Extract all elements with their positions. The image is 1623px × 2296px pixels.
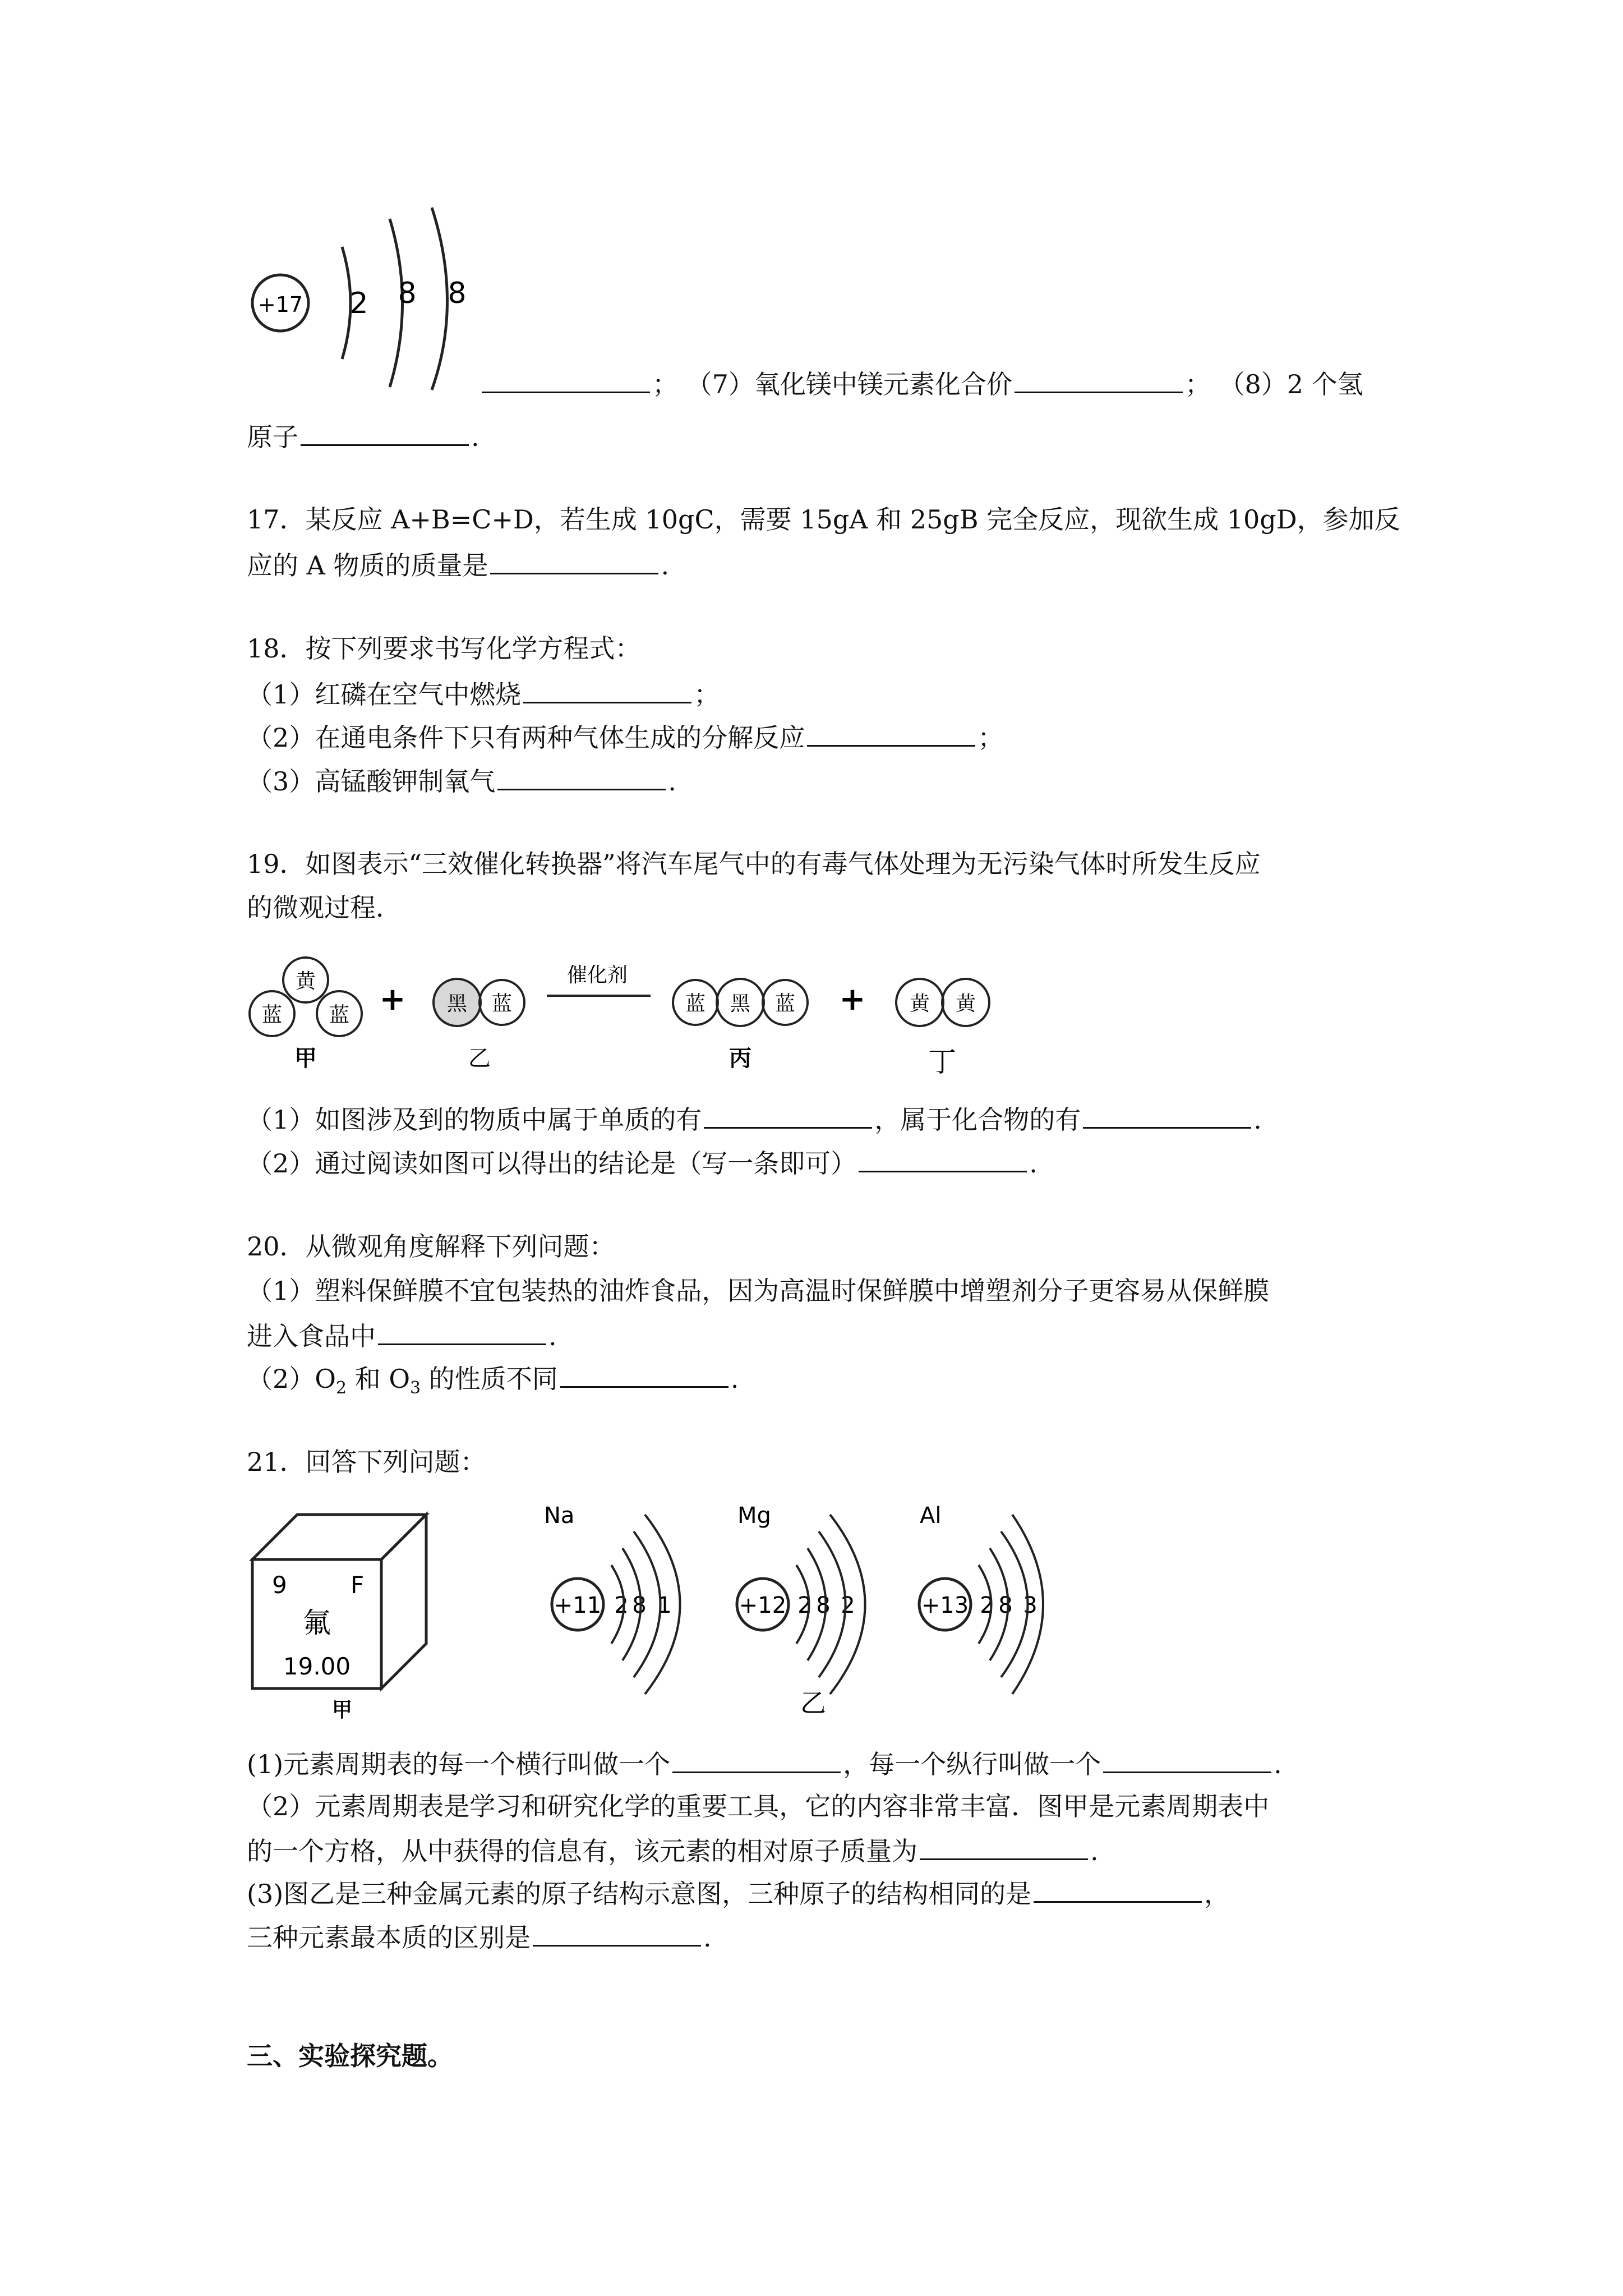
mg-shell-3: 2 xyxy=(841,1593,855,1618)
mg-shell-2: 8 xyxy=(816,1593,831,1618)
ding-atom-yellow-2: 黄 xyxy=(955,992,976,1015)
q16-blank-6[interactable] xyxy=(482,366,650,393)
atoms-caption: 乙 xyxy=(800,1688,826,1717)
q19-blank-3[interactable] xyxy=(859,1145,1027,1172)
q21-blank-1[interactable] xyxy=(672,1746,841,1773)
cl-shell-1: 2 xyxy=(349,287,368,320)
name-yi: 乙 xyxy=(468,1046,491,1071)
plus-2: + xyxy=(839,981,866,1018)
cl-shell-3: 8 xyxy=(448,277,467,310)
element-symbol: F xyxy=(351,1571,365,1599)
al-shell-3: 3 xyxy=(1023,1593,1038,1618)
fluorine-element-box xyxy=(247,1509,437,1722)
q16-blank-8[interactable] xyxy=(301,418,469,446)
bing-atom-blue-2: 蓝 xyxy=(774,992,796,1015)
q17-line1: 17．某反应 A+B=C+D，若生成 10gC，需要 15gA 和 25gB 完全反应，现欲生成 10gD，参加反 xyxy=(247,504,1400,535)
q20-q1-line1: （1）塑料保鲜膜不宜包装热的油炸食品，因为高温时保鲜膜中增塑剂分子更容易从保鲜膜 xyxy=(247,1276,1270,1306)
cl-shell-2: 8 xyxy=(398,277,417,310)
q19-q2: （2）通过阅读如图可以得出的结论是（写一条即可） . xyxy=(247,1145,1038,1180)
q21-q2-line1: （2）元素周期表是学习和研究化学的重要工具，它的内容非常丰富．图甲是元素周期表中 xyxy=(247,1791,1270,1821)
q16-line2: 原子 . xyxy=(247,418,479,454)
na-shell-1: 2 xyxy=(614,1593,629,1618)
mg-symbol: Mg xyxy=(737,1503,771,1529)
na-shell-3: 1 xyxy=(657,1593,672,1618)
catalytic-reaction-diagram xyxy=(247,951,1021,1091)
q21-blank-4[interactable] xyxy=(1034,1875,1202,1903)
name-bing: 丙 xyxy=(729,1046,751,1071)
q19-blank-2[interactable] xyxy=(1083,1101,1251,1129)
mg-shell-1: 2 xyxy=(797,1593,812,1618)
q21-blank-3[interactable] xyxy=(920,1833,1088,1860)
jia-atom-yellow: 黄 xyxy=(295,970,316,993)
element-mass: 19.00 xyxy=(283,1653,351,1680)
bing-atom-black: 黑 xyxy=(730,992,751,1015)
q20-title: 20．从微观角度解释下列问题： xyxy=(247,1231,615,1262)
q19-blank-1[interactable] xyxy=(704,1101,872,1129)
bing-atom-blue-1: 蓝 xyxy=(685,992,706,1015)
al-symbol: Al xyxy=(920,1503,942,1529)
q20-q2: $(2)O_2$ 和 $O_3$ 的性质不同 . xyxy=(247,1360,739,1396)
q18-item-2: （2）在通电条件下只有两种气体生成的分解反应 ； xyxy=(247,719,1003,754)
jia-atom-blue-1: 蓝 xyxy=(261,1004,283,1027)
q18-blank-2[interactable] xyxy=(807,719,975,747)
plus-1: + xyxy=(379,981,406,1018)
q18-title: 18．按下列要求书写化学方程式： xyxy=(247,633,641,664)
q21-q2-line2: 的一个方格，从中获得的信息有，该元素的相对原子质量为 . xyxy=(247,1833,1099,1868)
q19-line1: 19．如图表示“三效催化转换器”将汽车尾气中的有毒气体处理为无污染气体时所发生反应 xyxy=(247,849,1261,879)
al-shell-1: 2 xyxy=(980,1593,994,1618)
q21-q3-line2: 三种元素最本质的区别是 . xyxy=(247,1919,712,1954)
yi-atom-black: 黑 xyxy=(446,992,468,1015)
al-nucleus: +13 xyxy=(921,1593,969,1618)
chlorine-atom-structure-diagram xyxy=(241,202,499,393)
al-shell-2: 8 xyxy=(998,1593,1013,1618)
na-nucleus: +11 xyxy=(554,1593,602,1618)
section-3-heading: 三、实验探究题。 xyxy=(247,2041,453,2071)
ding-atom-yellow-1: 黄 xyxy=(909,992,930,1015)
q21-blank-5[interactable] xyxy=(533,1919,701,1947)
q16-line1: ； （7）氧化镁中镁元素化合价 ； （8）2 个氢 xyxy=(479,366,1363,401)
q20-blank-1[interactable] xyxy=(378,1318,546,1345)
q18-item-1: （1）红磷在空气中燃烧 ； xyxy=(247,676,720,711)
catalyst-label: 催化剂 xyxy=(566,964,628,987)
na-symbol: Na xyxy=(544,1503,575,1529)
name-jia: 甲 xyxy=(294,1046,317,1071)
yi-atom-blue: 蓝 xyxy=(491,992,513,1015)
element-box-caption: 甲 xyxy=(331,1699,353,1722)
q20-blank-2[interactable] xyxy=(560,1360,728,1388)
q18-blank-1[interactable] xyxy=(523,676,691,703)
q20-q1-line2: 进入食品中 . xyxy=(247,1318,557,1353)
q19-line2: 的微观过程． xyxy=(247,892,402,923)
q17-blank[interactable] xyxy=(490,547,658,574)
q19-q1: （1）如图涉及到的物质中属于单质的有 ，属于化合物的有 . xyxy=(247,1101,1262,1137)
q17-line2: 应的 A 物质的质量是 . xyxy=(247,547,669,582)
q16-blank-7[interactable] xyxy=(1015,366,1183,393)
q21-q1: (1)元素周期表的每一个横行叫做一个 ，每一个纵行叫做一个 . xyxy=(247,1746,1282,1781)
q21-blank-2[interactable] xyxy=(1103,1746,1271,1773)
metal-atom-structures xyxy=(527,1492,1077,1717)
jia-atom-blue-2: 蓝 xyxy=(329,1004,350,1027)
q21-title: 21．回答下列问题： xyxy=(247,1447,486,1477)
cl-nucleus-label: +17 xyxy=(257,292,303,317)
element-number: 9 xyxy=(272,1571,287,1599)
q18-item-3: （3）高锰酸钾制氧气 . xyxy=(247,763,676,798)
q18-blank-3[interactable] xyxy=(497,763,666,790)
name-ding: 丁 xyxy=(928,1046,956,1078)
q21-q3-line1: (3)图乙是三种金属元素的原子结构示意图，三种原子的结构相同的是 ， xyxy=(247,1875,1230,1911)
element-name: 氟 xyxy=(303,1607,331,1639)
na-shell-2: 8 xyxy=(632,1593,647,1618)
mg-nucleus: +12 xyxy=(739,1593,787,1618)
